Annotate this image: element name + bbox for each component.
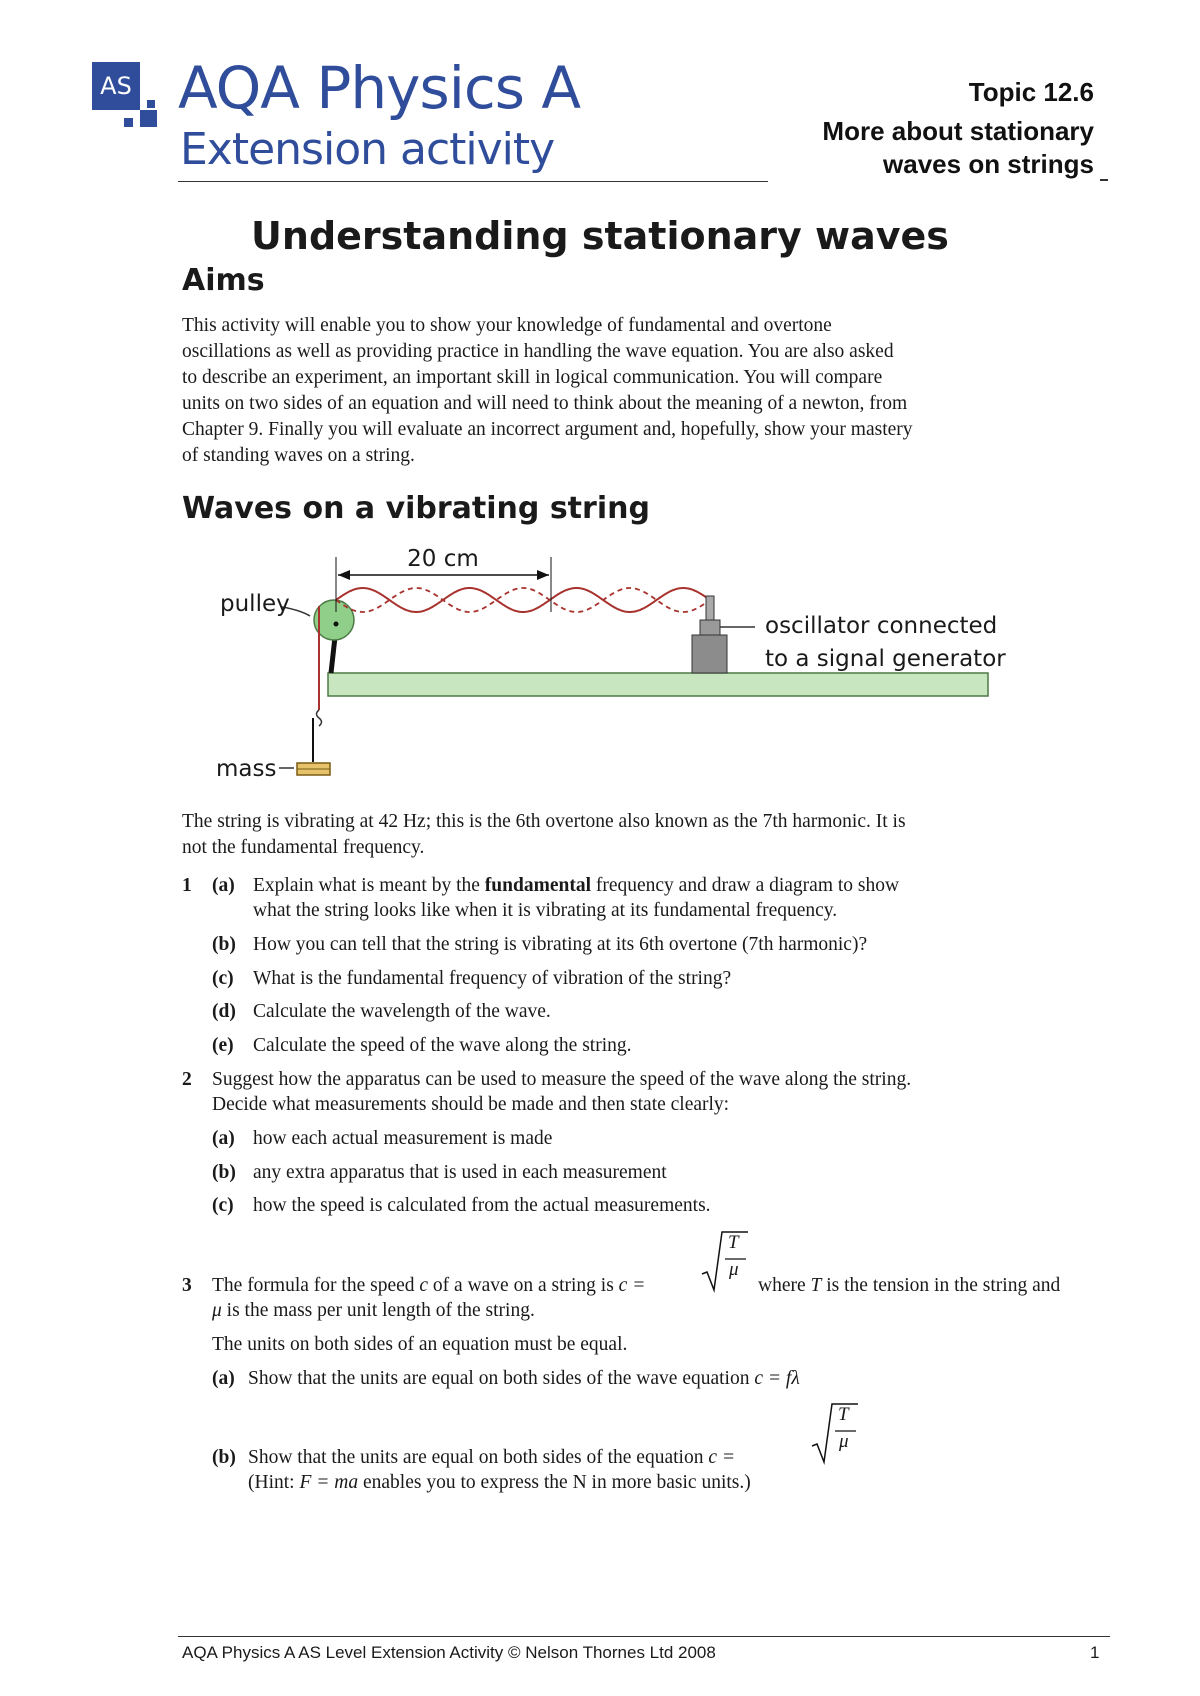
q1c-text: What is the fundamental frequency of vibration of the string? bbox=[253, 968, 732, 989]
intro-line-1: The string is vibrating at 42 Hz; this is the 6th overtone also known as the 7th harmonic. It is bbox=[182, 811, 906, 832]
oscillator-label-2: to a signal generator bbox=[765, 646, 1006, 672]
q1-number: 1 bbox=[182, 875, 192, 896]
q3b-hint: (Hint: F = ma enables you to express the N in more basic units.) bbox=[248, 1472, 751, 1493]
footer-text: AQA Physics A AS Level Extension Activity © Nelson Thornes Ltd 2008 bbox=[182, 1643, 716, 1662]
brand-title: AQA Physics A bbox=[178, 54, 581, 122]
q1b-text: How you can tell that the string is vibrating at its 6th overtone (7th harmonic)? bbox=[253, 934, 868, 955]
oscillator-rod bbox=[706, 596, 714, 620]
q1a-text: Explain what is meant by the fundamental frequency and draw a diagram to show bbox=[253, 875, 900, 896]
hook bbox=[317, 710, 322, 726]
aims-heading: Aims bbox=[182, 263, 265, 298]
q2-line1: Suggest how the apparatus can be used to measure the speed of the wave along the string. bbox=[212, 1069, 912, 1090]
aims-line: to describe an experiment, an important skill in logical communication. You will compare bbox=[182, 367, 883, 388]
frac1-den: μ bbox=[729, 1259, 739, 1280]
oscillator-label-1: oscillator connected bbox=[765, 613, 998, 639]
mass-label: mass bbox=[216, 756, 277, 782]
footer-rule bbox=[178, 1636, 1110, 1637]
q2c-text: how the speed is calculated from the actual measurements. bbox=[253, 1195, 711, 1216]
length-label: 20 cm bbox=[407, 546, 479, 572]
string-diagram bbox=[0, 0, 1200, 800]
q2b-letter: (b) bbox=[212, 1162, 236, 1183]
q1a-letter: (a) bbox=[212, 875, 235, 896]
aims-line: This activity will enable you to show your knowledge of fundamental and overtone bbox=[182, 315, 832, 336]
oscillator-collar bbox=[700, 620, 720, 635]
q1a-line2: what the string looks like when it is vibrating at its fundamental frequency. bbox=[253, 900, 838, 921]
frac1-num: T bbox=[728, 1232, 739, 1253]
q3b-letter: (b) bbox=[212, 1447, 236, 1468]
q2a-text: how each actual measurement is made bbox=[253, 1128, 553, 1149]
q3-line1-right: where T is the tension in the string and bbox=[758, 1275, 1061, 1296]
frac2-den: μ bbox=[839, 1431, 849, 1452]
wave-dashed bbox=[336, 588, 710, 612]
q2a-letter: (a) bbox=[212, 1128, 235, 1149]
q1d-letter: (d) bbox=[212, 1001, 236, 1022]
q3-line3: The units on both sides of an equation must be equal. bbox=[212, 1334, 628, 1355]
bench bbox=[328, 673, 988, 696]
aims-line: Chapter 9. Finally you will evaluate an incorrect argument and, hopefully, show your mastery bbox=[182, 419, 913, 440]
q1c-letter: (c) bbox=[212, 968, 234, 989]
q3-number: 3 bbox=[182, 1275, 192, 1296]
q1e-letter: (e) bbox=[212, 1035, 234, 1056]
q3a-text: Show that the units are equal on both sides of the wave equation c = fλ bbox=[248, 1368, 800, 1389]
q3-line2: μ is the mass per unit length of the string. bbox=[212, 1300, 535, 1321]
q2b-text: any extra apparatus that is used in each measurement bbox=[253, 1162, 667, 1183]
page-title: Understanding stationary waves bbox=[251, 214, 949, 258]
q1d-text: Calculate the wavelength of the wave. bbox=[253, 1001, 551, 1022]
frac2-num: T bbox=[838, 1404, 849, 1425]
as-badge: AS bbox=[92, 62, 140, 110]
q3-line1-left: The formula for the speed c of a wave on a string is c = bbox=[212, 1275, 646, 1296]
sqrt-fraction-2 bbox=[810, 1400, 860, 1466]
intro-line-2: not the fundamental frequency. bbox=[182, 837, 425, 858]
pulley-axle bbox=[334, 622, 339, 627]
topic-number: Topic 12.6 bbox=[968, 77, 1094, 107]
emphasis-fundamental: fundamental bbox=[484, 875, 591, 896]
sqrt-fraction-1 bbox=[700, 1228, 750, 1294]
aims-line: of standing waves on a string. bbox=[182, 445, 415, 466]
pulley-label: pulley bbox=[220, 591, 290, 617]
aims-line: oscillations as well as providing practice in handling the wave equation. You are also asked bbox=[182, 341, 894, 362]
q2-number: 2 bbox=[182, 1069, 192, 1090]
q2-line2: Decide what measurements should be made and then state clearly: bbox=[212, 1094, 730, 1115]
brand-subtitle: Extension activity bbox=[180, 124, 555, 175]
topic-line-1: More about stationary bbox=[822, 116, 1094, 146]
q1e-text: Calculate the speed of the wave along the string. bbox=[253, 1035, 632, 1056]
aims-line: units on two sides of an equation and will need to think about the meaning of a newton, from bbox=[182, 393, 908, 414]
q3b-text: Show that the units are equal on both sides of the equation c = bbox=[248, 1447, 736, 1468]
arrow-right bbox=[537, 570, 549, 580]
waves-heading: Waves on a vibrating string bbox=[182, 491, 650, 526]
topic-line-2: waves on strings bbox=[883, 149, 1094, 179]
q3a-letter: (a) bbox=[212, 1368, 235, 1389]
wave-solid bbox=[336, 588, 710, 612]
q2c-letter: (c) bbox=[212, 1195, 234, 1216]
arrow-left bbox=[338, 570, 350, 580]
page-number: 1 bbox=[1090, 1643, 1100, 1662]
oscillator-body bbox=[692, 635, 727, 673]
q1b-letter: (b) bbox=[212, 934, 236, 955]
intro-paragraph bbox=[182, 809, 1102, 861]
